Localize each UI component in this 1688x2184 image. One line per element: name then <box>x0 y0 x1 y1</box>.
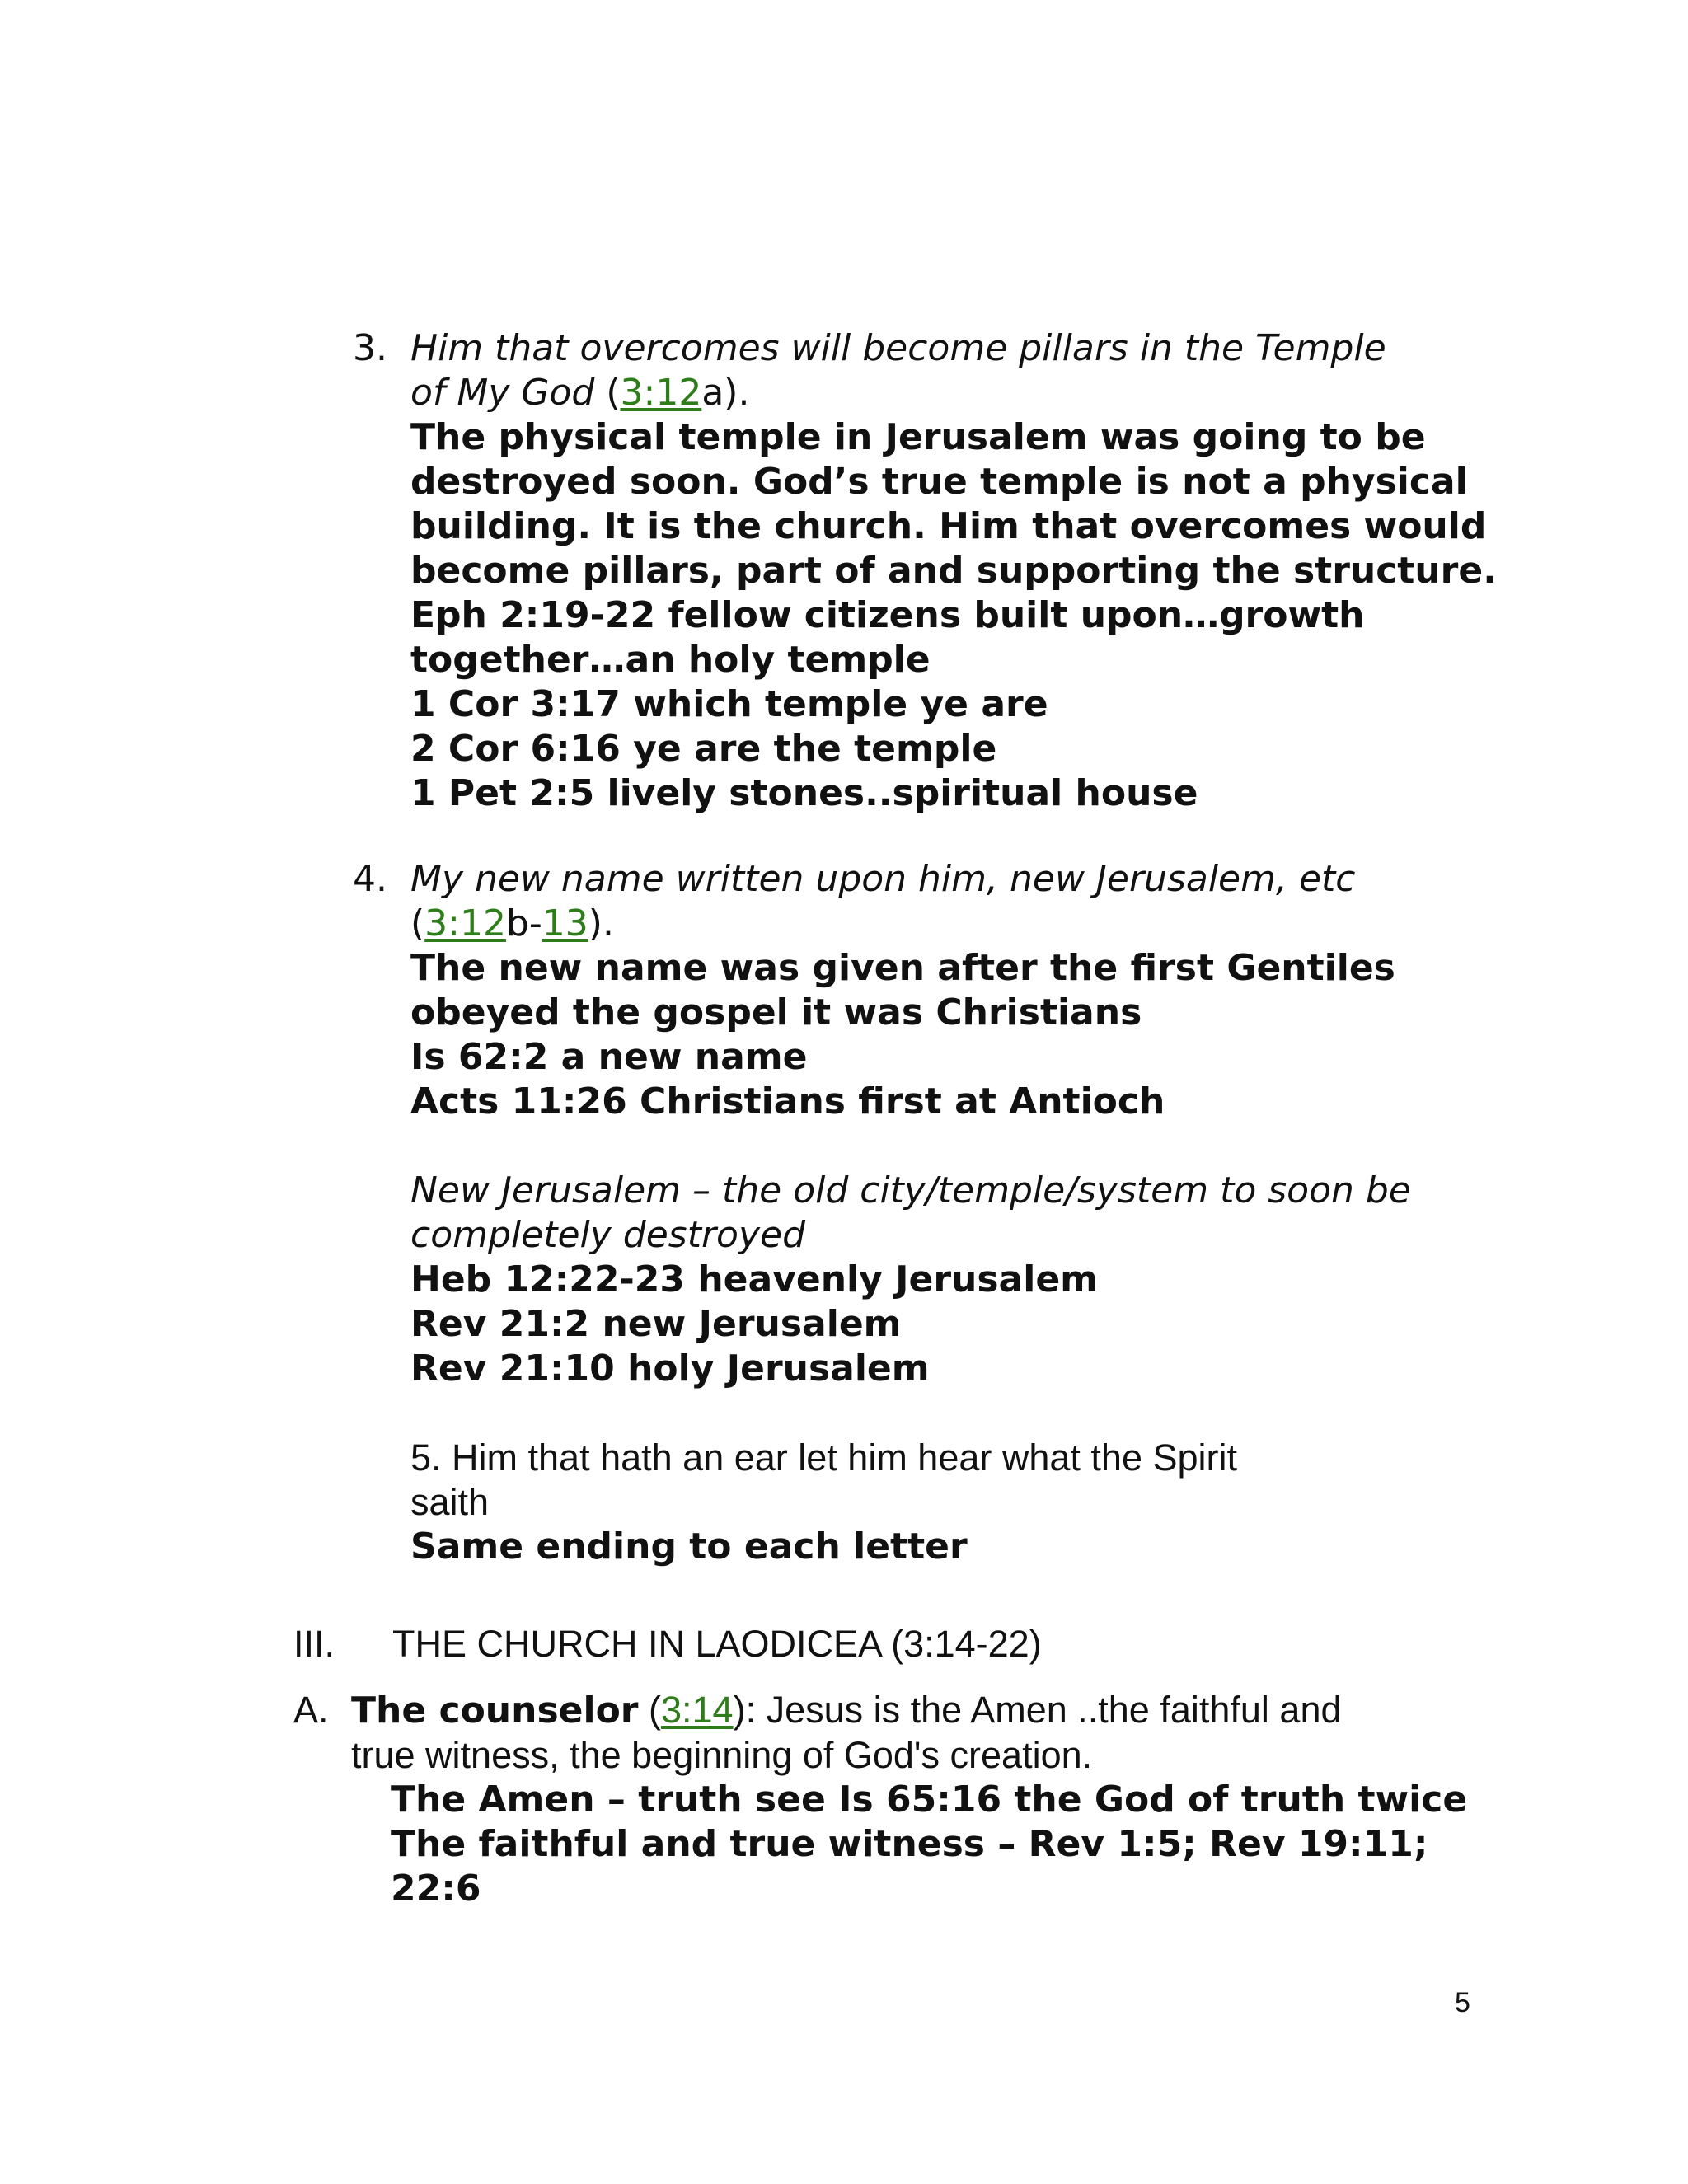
item-4-body-line: Acts 11:26 Christians first at Antioch <box>410 1080 1165 1122</box>
point-a-note: The Amen – truth see Is 65:16 the God of truth twice <box>391 1779 1468 1821</box>
item-4-body-line: Is 62:2 a new name <box>410 1036 808 1078</box>
item-3-title: Him that overcomes will become pillars in the Temple <box>410 327 1386 369</box>
item-4-body2-line: Heb 12:22-23 heavenly Jerusalem <box>410 1258 1099 1301</box>
item-3-body-line: 2 Cor 6:16 ye are the temple <box>410 728 997 770</box>
item-4 <box>410 857 1411 1569</box>
item-3-body-line: together…an holy temple <box>410 639 931 681</box>
item-3-body-line: building. It is the church. Him that overcomes would <box>410 505 1487 547</box>
item-4-number: 4. <box>353 858 387 900</box>
item-3-title-cont: of My God <box>410 372 595 414</box>
item-4-body-line: obeyed the gospel it was Christians <box>410 991 1142 1033</box>
spacer <box>410 1124 1411 1169</box>
item-3-body-line: destroyed soon. God’s true temple is not a physical <box>410 461 1468 503</box>
item-3-number: 3. <box>353 327 387 369</box>
point-a-line2: true witness, the beginning of God's creation. <box>351 1734 1093 1776</box>
item-3-body-line: become pillars, part of and supporting the structure. <box>410 550 1497 592</box>
item-4-italic-line: New Jerusalem – the old city/temple/system to soon be <box>410 1169 1411 1212</box>
paren: ( <box>606 372 621 414</box>
ref-link-13[interactable]: 13 <box>542 902 588 944</box>
item-4-body2-line: Rev 21:10 holy Jerusalem <box>410 1347 930 1390</box>
item-4-ref-line <box>410 902 1411 946</box>
item-5-line: 5. Him that hath an ear let him hear what the Spirit <box>410 1436 1238 1479</box>
item-3-body-line: The physical temple in Jerusalem was going to be <box>410 416 1426 458</box>
item-5-bold: Same ending to each letter <box>410 1526 968 1568</box>
item-4-title: My new name written upon him, new Jerusalem, etc <box>410 858 1356 900</box>
item-3-title-line2 <box>410 371 1497 415</box>
item-4-italic-line: completely destroyed <box>410 1214 805 1256</box>
ref-suffix: a). <box>701 372 750 414</box>
ref-mid: b- <box>505 902 542 944</box>
item-3 <box>410 326 1497 816</box>
page-number: 5 <box>1455 1987 1470 2018</box>
point-a-label: The counselor <box>351 1690 639 1732</box>
point-a <box>351 1688 1467 1911</box>
point-a-notes <box>351 1778 1467 1911</box>
item-3-body-line: Eph 2:19-22 fellow citizens built upon…growth <box>410 594 1365 636</box>
point-a-line1 <box>351 1688 1467 1733</box>
item-4-body-line: The new name was given after the first Gentiles <box>410 947 1395 989</box>
spacer <box>410 1391 1411 1436</box>
point-a-note: 22:6 <box>391 1868 481 1910</box>
ref-link-3-14[interactable]: 3:14 <box>661 1689 734 1731</box>
section-heading: THE CHURCH IN LAODICEA (3:14-22) <box>392 1623 1042 1665</box>
ref-link-3-12[interactable]: 3:12 <box>620 372 702 414</box>
point-a-letter: A. <box>293 1689 329 1731</box>
item-4-body2-line: Rev 21:2 new Jerusalem <box>410 1303 902 1345</box>
paren: ( <box>638 1689 661 1731</box>
item-5-line: saith <box>410 1481 490 1523</box>
paren: ( <box>410 902 425 944</box>
section-numeral: III. <box>293 1623 335 1665</box>
paren: ). <box>588 902 614 944</box>
point-a-note: The faithful and true witness – Rev 1:5; Rev 19:11; <box>391 1823 1428 1865</box>
point-a-text: ): Jesus is the Amen ..the faithful and <box>733 1689 1342 1731</box>
item-3-body-line: 1 Cor 3:17 which temple ye are <box>410 683 1048 725</box>
item-3-body-line: 1 Pet 2:5 lively stones..spiritual house <box>410 772 1198 814</box>
ref-link-3-12[interactable]: 3:12 <box>424 902 506 944</box>
